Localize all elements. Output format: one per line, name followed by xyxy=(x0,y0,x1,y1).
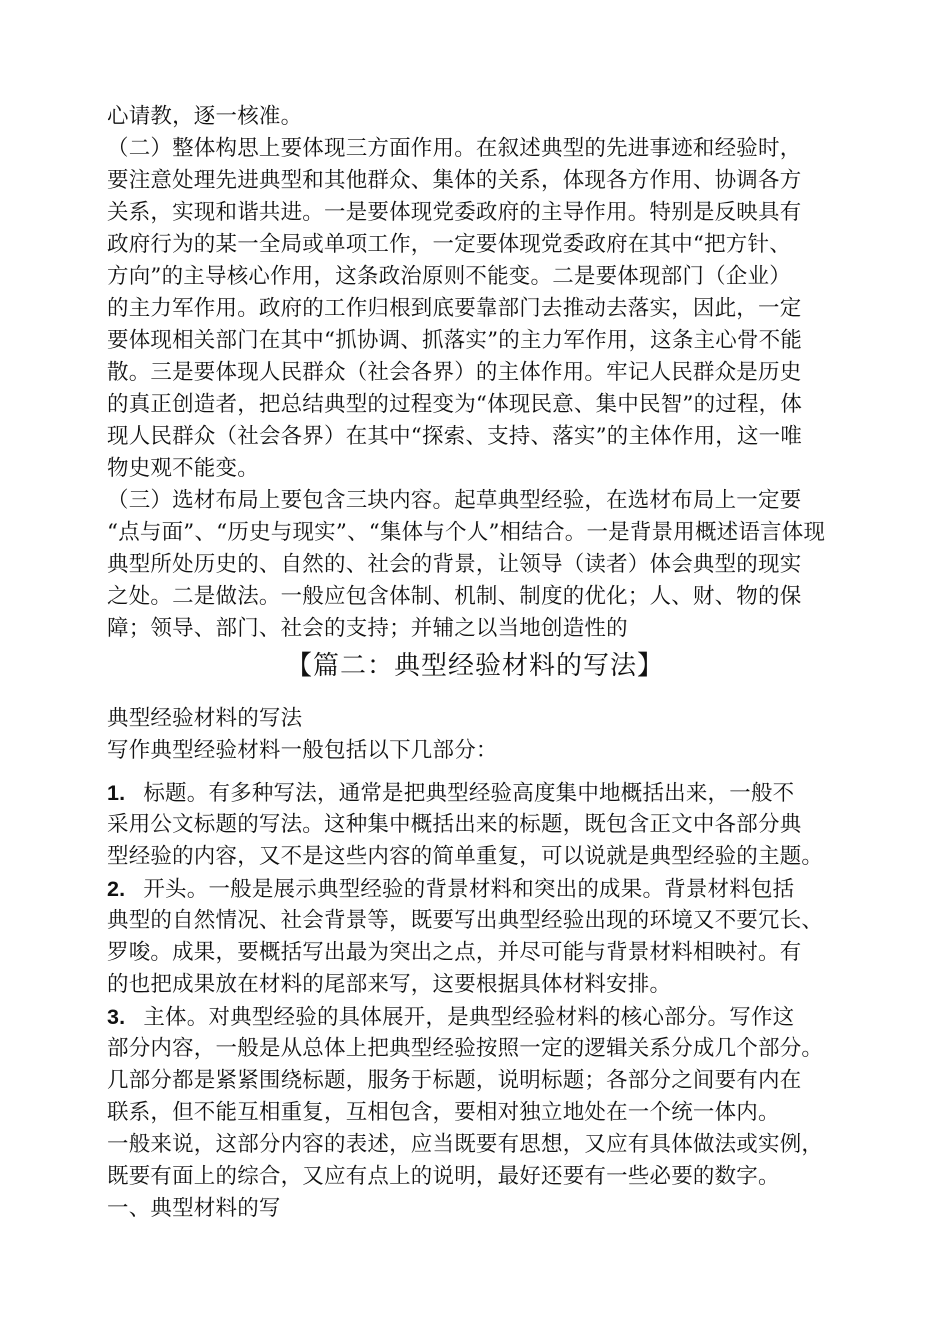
list-item-1 xyxy=(107,777,794,810)
text-line: （二）整体构思上要体现三方面作用。在叙述典型的先进事迹和经验时， xyxy=(107,136,802,161)
text-line: “点与面”、“历史与现实”、“集体与个人”相结合。一是背景用概述语言体现 xyxy=(107,520,826,545)
list-number: 1. xyxy=(107,781,126,805)
text-line: 的主力军作用。政府的工作归根到底要靠部门去推动去落实，因此，一定 xyxy=(107,296,802,321)
list-number: 2. xyxy=(107,877,126,901)
text-line: 物史观不能变。 xyxy=(107,456,259,481)
text-line: 典型所处历史的、自然的、社会的背景，让领导（读者）体会典型的现实 xyxy=(107,552,802,577)
intro-line: 写作典型经验材料一般包括以下几部分： xyxy=(107,738,498,763)
text-line: 联系，但不能互相重复，互相包含，要相对独立地处在一个统一体内。 xyxy=(107,1100,780,1125)
text-line: 典型的自然情况、社会背景等，既要写出典型经验出现的环境又不要冗长、 xyxy=(107,908,824,933)
text-line: 散。三是要体现人民群众（社会各界）的主体作用。牢记人民群众是历史 xyxy=(107,360,802,385)
section-heading: 【篇二：典型经验材料的写法】 xyxy=(285,651,664,681)
text-line: 标题。有多种写法，通常是把典型经验高度集中地概括出来，一般不 xyxy=(143,781,795,806)
text-line: 心请教，逐一核准。 xyxy=(107,104,303,129)
text-line: 几部分都是紧紧围绕标题，服务于标题，说明标题；各部分之间要有内在 xyxy=(107,1068,802,1093)
text-line: 现人民群众（社会各界）在其中“探索、支持、落实”的主体作用，这一唯 xyxy=(107,424,803,449)
text-line: 罗唆。成果，要概括写出最为突出之点，并尽可能与背景材料相映衬。有 xyxy=(107,940,802,965)
text-line: 主体。对典型经验的具体展开，是典型经验材料的核心部分。写作这 xyxy=(143,1005,795,1030)
list-number: 3. xyxy=(107,1005,126,1029)
text-line: 既要有面上的综合，又应有点上的说明，最好还要有一些必要的数字。 xyxy=(107,1164,780,1189)
list-item-2 xyxy=(107,873,794,906)
text-line: 之处。二是做法。一般应包含体制、机制、制度的优化；人、财、物的保 xyxy=(107,584,802,609)
text-line: 关系，实现和谐共进。一是要体现党委政府的主导作用。特别是反映具有 xyxy=(107,200,802,225)
text-line: 要注意处理先进典型和其他群众、集体的关系，体现各方作用、协调各方 xyxy=(107,168,802,193)
text-line: 的也把成果放在材料的尾部来写，这要根据具体材料安排。 xyxy=(107,972,672,997)
text-line: 政府行为的某一全局或单项工作，一定要体现党委政府在其中“把方针、 xyxy=(107,232,791,257)
text-line: 一般来说，这部分内容的表述，应当既要有思想，又应有具体做法或实例， xyxy=(107,1132,824,1157)
text-line: 要体现相关部门在其中“抓协调、抓落实”的主力军作用，这条主心骨不能 xyxy=(107,328,803,353)
text-line: 部分内容，一般是从总体上把典型经验按照一定的逻辑关系分成几个部分。 xyxy=(107,1036,824,1061)
text-line: 的真正创造者，把总结典型的过程变为“体现民意、集中民智”的过程，体 xyxy=(107,392,803,417)
text-line: 型经验的内容，又不是这些内容的简单重复，可以说就是典型经验的主题。 xyxy=(107,844,824,869)
list-item-3 xyxy=(107,1001,794,1034)
text-line: （三）选材布局上要包含三块内容。起草典型经验，在选材布局上一定要 xyxy=(107,488,802,513)
text-line: 开头。一般是展示典型经验的背景材料和突出的成果。背景材料包括 xyxy=(143,877,795,902)
intro-title: 典型经验材料的写法 xyxy=(107,706,303,731)
text-line: 采用公文标题的写法。这种集中概括出来的标题，既包含正文中各部分典 xyxy=(107,812,802,837)
text-line: 障；领导、部门、社会的支持；并辅之以当地创造性的 xyxy=(107,616,628,641)
text-line: 一、典型材料的写 xyxy=(107,1196,281,1221)
text-line: 方向”的主导核心作用，这条政治原则不能变。二是要体现部门（企业） xyxy=(107,264,791,289)
